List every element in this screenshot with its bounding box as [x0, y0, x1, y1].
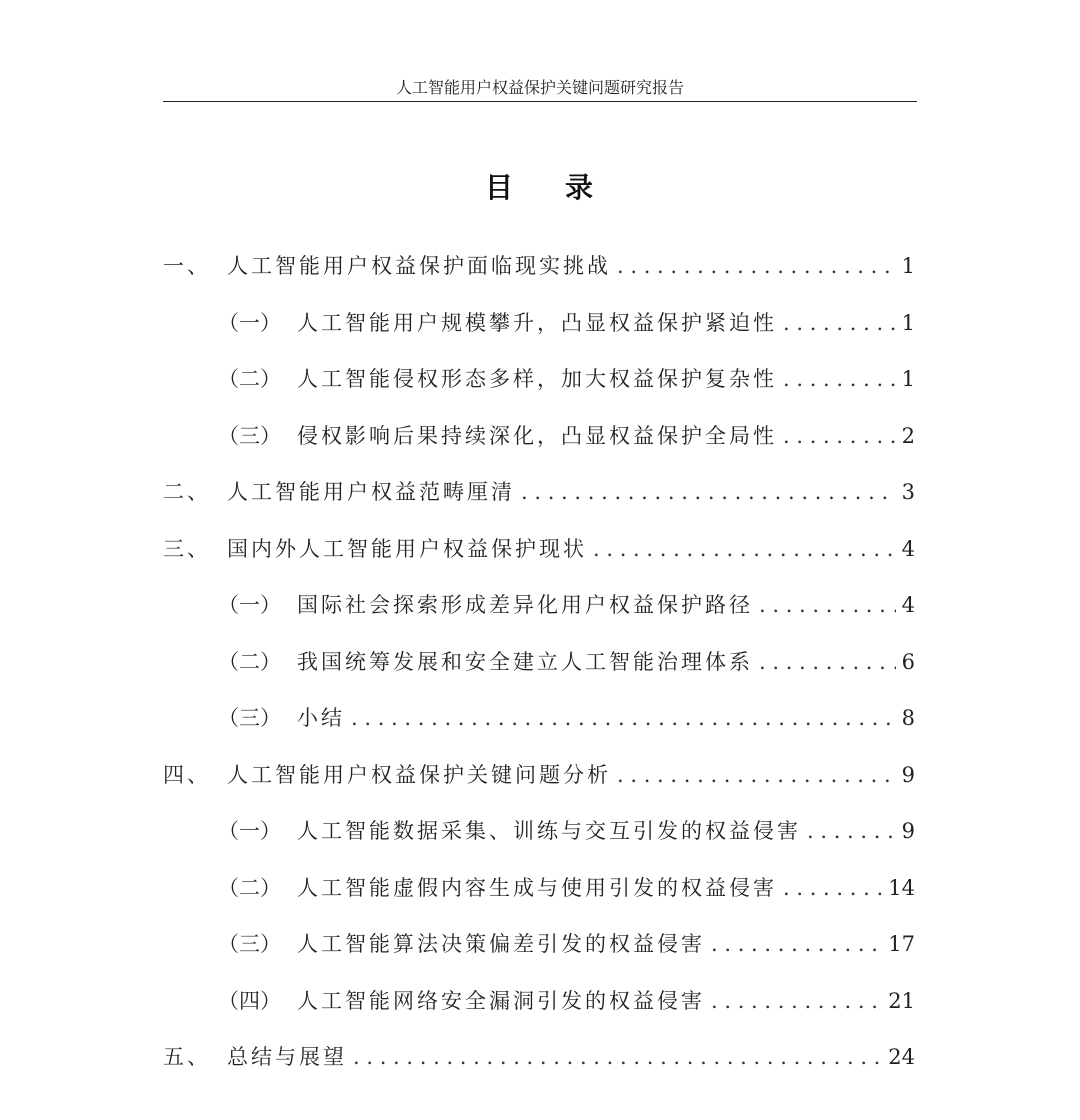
- toc-entry-text: 人工智能用户权益保护关键问题分析: [227, 763, 611, 787]
- toc-entry[interactable]: [218, 698, 915, 738]
- running-header: 人工智能用户权益保护关键问题研究报告: [395, 78, 684, 97]
- toc-dot-leader: [783, 868, 882, 908]
- toc-entry-text: 人工智能用户权益保护面临现实挑战: [227, 254, 611, 278]
- toc-entry-number: （一）: [218, 819, 281, 843]
- toc-entry-number: （一）: [218, 311, 281, 335]
- toc-dot-leader: [617, 246, 896, 286]
- toc-entry-text: 人工智能用户权益范畴厘清: [227, 480, 515, 504]
- toc-entry-text: 国内外人工智能用户权益保护现状: [227, 537, 587, 561]
- toc-entry-text: 侵权影响后果持续深化，凸显权益保护全局性: [297, 424, 777, 448]
- toc-entry-text: 人工智能虚假内容生成与使用引发的权益侵害: [297, 876, 777, 900]
- toc-title: [0, 170, 1080, 206]
- toc-entry[interactable]: [163, 472, 915, 512]
- toc-entry-page: 2: [901, 424, 915, 448]
- toc-entry-page: 17: [888, 932, 915, 956]
- toc-entry-page: 4: [901, 537, 915, 561]
- toc-entry-number: （三）: [218, 932, 281, 956]
- toc-dot-leader: [783, 303, 896, 343]
- toc-entry-page: 3: [901, 480, 915, 504]
- toc-entry[interactable]: [218, 924, 915, 964]
- toc-entry[interactable]: [163, 755, 915, 795]
- toc-entry-number: 二、: [163, 480, 211, 504]
- toc-entry-text: 国际社会探索形成差异化用户权益保护路径: [297, 593, 753, 617]
- toc-dot-leader: [711, 924, 882, 964]
- toc-entry-number: （四）: [218, 989, 281, 1013]
- toc-entry-number: 四、: [163, 763, 211, 787]
- toc-entry-text: 人工智能用户规模攀升，凸显权益保护紧迫性: [297, 311, 777, 335]
- toc-dot-leader: [353, 1037, 882, 1077]
- toc-entry-page: 4: [901, 593, 915, 617]
- toc-dot-leader: [593, 529, 896, 569]
- toc-entry-number: 一、: [163, 254, 211, 278]
- toc-dot-leader: [783, 416, 896, 456]
- toc-entry[interactable]: [163, 1037, 915, 1077]
- toc-dot-leader: [759, 642, 896, 682]
- toc-entry[interactable]: [218, 359, 915, 399]
- toc-entry-page: 8: [901, 706, 915, 730]
- toc-entry[interactable]: [163, 246, 915, 286]
- toc-entry-number: （二）: [218, 876, 281, 900]
- toc-dot-leader: [783, 359, 896, 399]
- toc-entry-number: 五、: [163, 1045, 211, 1069]
- toc-entry-page: 14: [888, 876, 915, 900]
- toc-dot-leader: [711, 981, 882, 1021]
- toc-entry-number: 三、: [163, 537, 211, 561]
- toc-entry-page: 1: [901, 254, 915, 278]
- toc-entry-number: （三）: [218, 424, 281, 448]
- toc-dot-leader: [617, 755, 896, 795]
- header-rule: [163, 101, 917, 102]
- toc-entry-page: 21: [888, 989, 915, 1013]
- toc-entry-number: （二）: [218, 367, 281, 391]
- toc-dot-leader: [351, 698, 896, 738]
- toc-entry-text: 总结与展望: [227, 1045, 347, 1069]
- toc-entry-number: （二）: [218, 650, 281, 674]
- toc-entry-text: 我国统筹发展和安全建立人工智能治理体系: [297, 650, 753, 674]
- toc-entry-page: 6: [901, 650, 915, 674]
- toc-entry-text: 人工智能数据采集、训练与交互引发的权益侵害: [297, 819, 801, 843]
- toc-entry-page: 1: [901, 367, 915, 391]
- toc-entry-number: （三）: [218, 706, 281, 730]
- toc-entry-page: 9: [901, 763, 915, 787]
- toc-entry-text: 人工智能侵权形态多样，加大权益保护复杂性: [297, 367, 777, 391]
- toc-entry[interactable]: [218, 811, 915, 851]
- toc-entry[interactable]: [218, 585, 915, 625]
- toc-entry-text: 人工智能算法决策偏差引发的权益侵害: [297, 932, 705, 956]
- toc-entry-page: 9: [901, 819, 915, 843]
- toc-entry[interactable]: [218, 416, 915, 456]
- toc-entry-text: 人工智能网络安全漏洞引发的权益侵害: [297, 989, 705, 1013]
- toc-dot-leader: [759, 585, 896, 625]
- toc-dot-leader: [521, 472, 896, 512]
- toc-entry[interactable]: [218, 303, 915, 343]
- toc-entry[interactable]: [163, 529, 915, 569]
- toc-entry-page: 1: [901, 311, 915, 335]
- toc-entry-page: 24: [888, 1045, 915, 1069]
- toc-entry[interactable]: [218, 642, 915, 682]
- toc-entry[interactable]: [218, 981, 915, 1021]
- toc-entry[interactable]: [218, 868, 915, 908]
- toc-entry-number: （一）: [218, 593, 281, 617]
- toc-entry-text: 小结: [297, 706, 345, 730]
- toc-title-char-2: 录: [565, 171, 596, 204]
- toc-title-char-1: 目: [484, 171, 515, 204]
- toc-dot-leader: [807, 811, 896, 851]
